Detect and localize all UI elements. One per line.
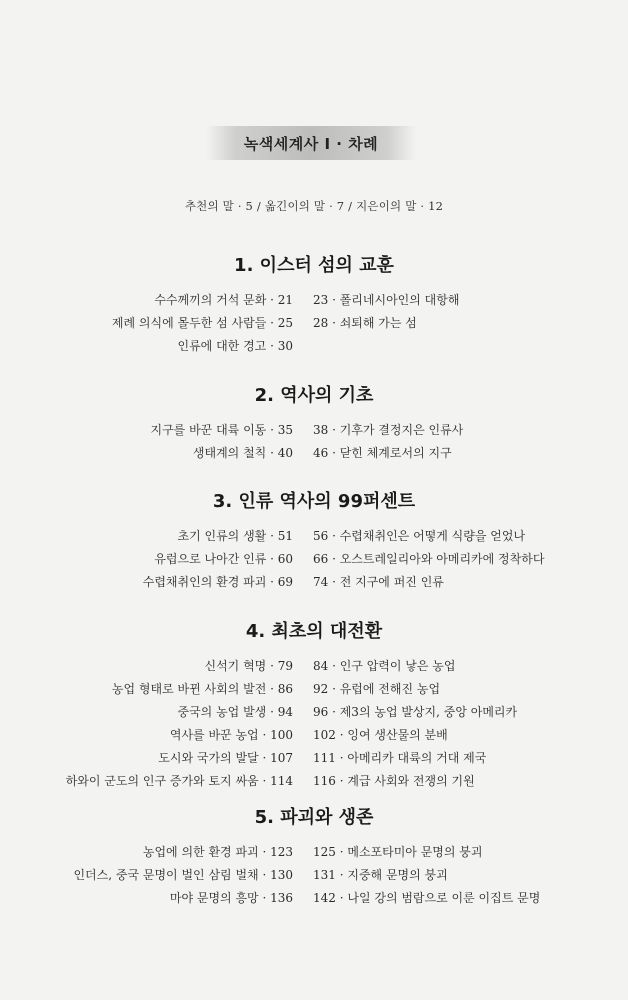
toc-entry: 농업에 의한 환경 파괴 · 123 [142, 845, 293, 859]
chapter-2 [0, 382, 628, 465]
toc-entry: 중국의 농업 발생 · 94 [177, 705, 293, 719]
toc-row [0, 548, 628, 571]
toc-entry: 유럽으로 나아간 인류 · 60 [154, 552, 293, 566]
toc-entry: 66 · 오스트레일리아와 아메리카에 정착하다 [313, 552, 545, 566]
chapter-entries [0, 841, 628, 910]
toc-row [0, 724, 628, 747]
toc-entry: 74 · 전 지구에 퍼진 인류 [313, 575, 444, 589]
chapter-title: 5. 파괴와 생존 [254, 807, 374, 828]
toc-entry: 38 · 기후가 결정지은 인류사 [313, 423, 464, 437]
toc-entry: 초기 인류의 생활 · 51 [177, 529, 293, 543]
toc-entry: 도시와 국가의 발달 · 107 [158, 751, 293, 765]
toc-row [0, 655, 628, 678]
toc-entry: 생태계의 철칙 · 40 [192, 446, 293, 460]
toc-entry: 102 · 잉여 생산물의 분배 [313, 728, 448, 742]
toc-row [0, 770, 628, 793]
toc-entry: 96 · 제3의 농업 발상지, 중앙 아메리카 [313, 705, 518, 719]
toc-entry: 125 · 메소포타미아 문명의 붕괴 [313, 845, 483, 859]
chapter-1 [0, 252, 628, 358]
toc-row [0, 419, 628, 442]
chapter-entries [0, 525, 628, 594]
chapter-3 [0, 488, 628, 594]
toc-entry: 농업 형태로 바뀐 사회의 발전 · 86 [111, 682, 293, 696]
toc-entry: 인더스, 중국 문명이 벌인 삼림 벌채 · 130 [73, 868, 293, 882]
toc-entry: 131 · 지중해 문명의 붕괴 [313, 868, 448, 882]
toc-entry: 지구를 바꾼 대륙 이동 · 35 [150, 423, 293, 437]
chapter-title: 1. 이스터 섬의 교훈 [234, 255, 394, 276]
chapter-title: 2. 역사의 기초 [254, 385, 374, 406]
toc-entry: 92 · 유럽에 전해진 농업 [313, 682, 441, 696]
chapter-5 [0, 804, 628, 910]
series-banner [206, 126, 416, 160]
toc-row [0, 312, 628, 335]
toc-entry: 마야 문명의 흥망 · 136 [169, 891, 293, 905]
toc-row [0, 525, 628, 548]
series-title: 녹색세계사 I · 차례 [243, 134, 379, 153]
chapter-title: 3. 인류 역사의 99퍼센트 [212, 491, 416, 512]
chapter-entries [0, 289, 628, 358]
toc-row [0, 864, 628, 887]
toc-entry: 23 · 폴리네시아인의 대항해 [313, 293, 460, 307]
toc-entry: 수렵채취인의 환경 파괴 · 69 [142, 575, 293, 589]
toc-entry: 46 · 닫힌 체계로서의 지구 [313, 446, 452, 460]
toc-row [0, 678, 628, 701]
toc-row [0, 571, 628, 594]
toc-row [0, 701, 628, 724]
chapter-entries [0, 419, 628, 465]
toc-row [0, 887, 628, 910]
toc-row [0, 442, 628, 465]
toc-entry: 116 · 계급 사회와 전쟁의 기원 [313, 774, 475, 788]
toc-entry: 84 · 인구 압력이 낳은 농업 [313, 659, 456, 673]
toc-entry: 56 · 수렵채취인은 어떻게 식량을 얻었나 [313, 529, 526, 543]
toc-row [0, 289, 628, 312]
toc-row [0, 335, 628, 358]
toc-entry: 111 · 아메리카 대륙의 거대 제국 [313, 751, 487, 765]
toc-entry: 제례 의식에 몰두한 섬 사람들 · 25 [111, 316, 293, 330]
toc-entry: 142 · 나일 강의 범람으로 이룬 이집트 문명 [313, 891, 541, 905]
toc-entry: 수수께끼의 거석 문화 · 21 [154, 293, 293, 307]
toc-entry: 인류에 대한 경고 · 30 [177, 339, 293, 353]
toc-row [0, 747, 628, 770]
chapter-4 [0, 618, 628, 793]
toc-entry: 역사를 바꾼 농업 · 100 [169, 728, 293, 742]
chapter-title: 4. 최초의 대전환 [245, 621, 383, 642]
front-matter-line: 추천의 말 · 5 / 옮긴이의 말 · 7 / 지은이의 말 · 12 [184, 199, 444, 213]
toc-entry: 하와이 군도의 인구 증가와 토지 싸움 · 114 [65, 774, 293, 788]
toc-entry: 신석기 혁명 · 79 [204, 659, 293, 673]
chapter-entries [0, 655, 628, 793]
toc-entry: 28 · 쇠퇴해 가는 섬 [313, 316, 417, 330]
toc-row [0, 841, 628, 864]
